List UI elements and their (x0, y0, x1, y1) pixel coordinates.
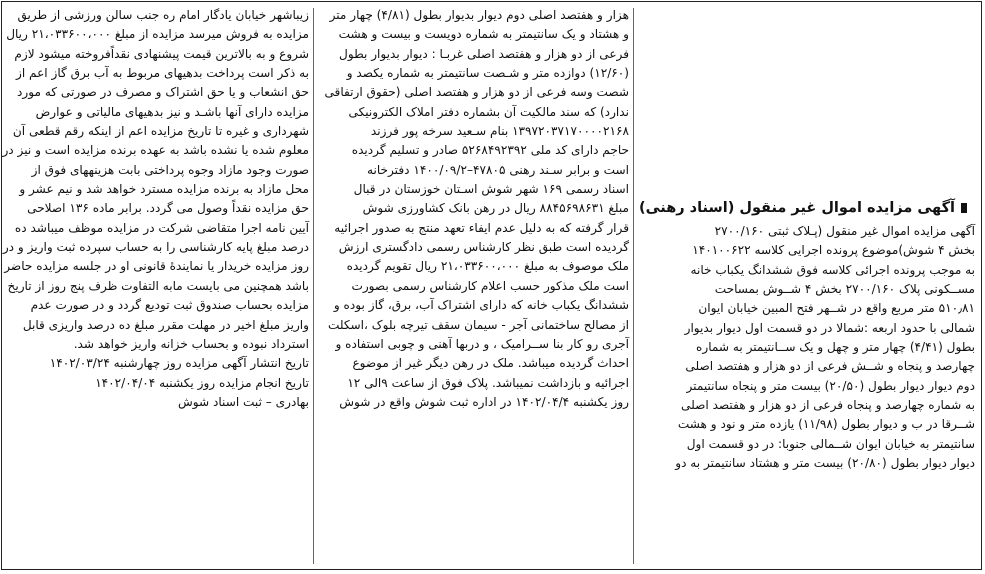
text-line: مزایده بحساب صندوق ثبت تودیع گردد و در صورت عدم (30, 298, 309, 313)
text-line: بخش ۴ شوش)موضوع پرونده اجرایی کلاسه ۱۴۰۱۰۰۶۲۲ (692, 243, 975, 258)
text-line: روز یکشنبه ۱۴۰۲/۰۴/۴ در اداره ثبت شوش واقع در شوش (339, 394, 629, 409)
text-line: حق انشعاب و یا حق اشتراک و مصرف در صورتی که مورد (17, 85, 309, 100)
text-line: شمالی با حدود اربعه :شمالا در دو قسمت اول دیوار بدیوار (684, 320, 975, 335)
text-line: هزار و هفتصد اصلی دوم دیوار بدیوار بطول (۴/۸۱) چهار متر (329, 8, 629, 22)
text-line: تاریخ انجام مزایده روز یکشنبه ۱۴۰۲/۰۴/۰۴ (95, 375, 309, 390)
middle-column (317, 6, 629, 566)
text-line: تاریخ انتشار آگهی مزایده روز چهارشنبه ۱۴۰۲/۰۳/۲۴ (49, 356, 309, 371)
text-line: آگهی مزایده اموال غیر منقول (پـلاک ثبتی ۲۷۰۰/۱۶۰ (714, 224, 975, 238)
text-line: ملک موصوف به مبلغ ۲۱،۰۳۳۶۰۰،۰۰۰ ریال تقویم گردیده (346, 259, 629, 274)
text-line: زیباشهر خیابان یادگار امام ره جنب سالن ورزشی از طریق (17, 8, 309, 22)
text-line: مســکونی پلاک ۲۷۰۰/۱۶۰ بخش ۴ شــوش بمساحت (714, 282, 975, 297)
text-line: استرداد نبوده و بحساب خزانه واریز خواهد شد. (73, 336, 309, 351)
title-bullet-icon (961, 203, 967, 213)
text-line: مزایده به فروش میرسد مزایده از مبلغ ۲۱،۰۳۳۶۰۰،۰۰۰ ریال (6, 27, 309, 42)
text-line: است و برابر سـند رهنی ۴۷۸۰۵–۱۴۰۰/۰۹/۲ دفترخانه (367, 162, 629, 177)
text-line: بطول (۴/۴۱) چهار متر و چهل و یک ســانتیمتر به شماره (696, 340, 975, 355)
text-line: اسناد رسمی ۱۶۹ شهر شوش اسـتان خوزستان در قبال (353, 182, 629, 197)
text-line: فرعی از دو هزار و هفتصد اصلی غربـا : دیوار بدیوار بطول (339, 46, 629, 61)
text-line: به موجب پرونده اجرائی کلاسه فوق ششدانگ یکباب خانه (690, 262, 975, 277)
text-line: ششدانگ یکباب خانه که دارای اشتراک آب، برق، گاز بوده و (333, 298, 629, 313)
notice-title-text: آگهی مزایده اموال غیر منقول (اسناد رهنی) (639, 200, 955, 216)
text-line: محل مازاد به برنده مزایده مسترد خواهد شد و نیم عشر و (19, 182, 309, 197)
text-line: ۱۳۹۷۲۰۳۷۱۷۰۰۰۰۲۱۶۸ بنام سـعید سرخه پور فرزند (370, 124, 629, 139)
text-line: شهرداری و غیره تا تاریخ مزایده اعم از اینکه رقم قطعی آن (12, 124, 309, 139)
text-line: شصت وسه فرعی از دو هزار و هفتصد اصلی (حقوق ارتفاقی (324, 85, 629, 100)
text-line: از مصالح ساختمانی آجر - سیمان سقف تیرچه بلوک ،اسکلت (327, 317, 629, 332)
text-line: دیوار دیوار بطول (۲۰/۸۰) بیست متر و هشتاد سانتیمتر به دو (675, 456, 975, 471)
text-line: اجرائیه و بازداشت نمیباشد. پلاک فوق از ساعت ۹الی ۱۲ (347, 375, 629, 390)
text-line: گردیده است طبق نظر کارشناس رسمی دادگستری ارزش (338, 240, 629, 255)
notice-title (635, 196, 975, 220)
column-divider (313, 8, 314, 564)
text-line: شروع و به بالاترین قیمت پیشنهادی نقداًفروخته میشود لازم (14, 46, 309, 61)
text-line: (۱۲/۶۰) دوازده متر و شـصت سانتیمتر به شماره یکصد و (346, 66, 629, 81)
left-column (2, 6, 309, 566)
text-line: دوم دیوار دیوار بطول (۲۰/۵۰) بیست متر و پنجاه سانتیمتر (686, 378, 975, 393)
text-line: صورت وجود مازاد وجوه پرداختی بابت هزینههای فوق از (31, 162, 309, 177)
text-line: واریز مبلغ اخیر در مهلت مقرر مبلغ ده درصد واریزی قابل (22, 317, 309, 332)
text-line: چهارصد و پنجاه و شــش فرعی از دو هزار و هفتصد اصلی (685, 359, 975, 374)
text-line: آیین نامه اجرا متقاضی شرکت در مزایده موظف میباشد ده (14, 220, 309, 235)
text-line: درصد مبلغ پایه کارشناسی را به حساب سپرده ثبت واریز و در (2, 240, 309, 255)
auction-notice (1, 1, 982, 570)
left-column-text (2, 6, 309, 412)
text-line: حاجم دارای کد ملی ۵۲۶۸۴۹۲۳۹۲ صادر و تسلیم گردیده (351, 143, 629, 158)
text-line: حق مزایده نقداً وصول می گردد. برابر ماده ۱۳۶ اصلاحی (27, 201, 309, 216)
text-line: معلوم شده یا نشده باشد به عهده برنده مزایده است و نیز در (2, 143, 309, 158)
text-line: ۵۱۰٫۸۱ متر مربع واقع در شــهر فتح المبین خیابان ایوان (698, 301, 975, 316)
middle-column-text (317, 6, 629, 412)
text-line: سانتیمتر به خیابان ایوان شــمالی جنوبا: در دو قسمت اول (686, 436, 975, 451)
text-line: باشد همچنین می بایست مابه التفاوت ظرف پنج روز از تاریخ (7, 278, 309, 293)
text-line: است ملک مذکور حسب اعلام کارشناس رسمی بصورت (351, 278, 629, 293)
text-line: مبلغ ۸۸۴۵۶۹۸۶۳۱ ریال در رهن بانک کشاورزی شوش (362, 201, 629, 216)
column-divider (633, 8, 634, 564)
right-column-text (635, 222, 975, 473)
text-line: و هشتاد و یک سانتیمتر به شماره دویست و بیست و هشت (338, 27, 629, 42)
text-line: آجری رو کار بنا ســرامیک ، و دربها آهنی و چوبی استفاده و (335, 336, 629, 351)
text-line: به شماره چهارصد و پنجاه فرعی از دو هزار و هفتصد اصلی (681, 398, 975, 413)
right-column (635, 6, 975, 566)
text-line: به ذکر است پرداخت بدهیهای مربوط به آب برق گاز اعم از (16, 66, 309, 81)
text-line: بهادری – ثبت اسناد شوش (178, 394, 309, 409)
text-line: شــرقا در ب و دیوار بطول (۱۱/۹۸) یازده متر و نود و هشت (677, 417, 975, 432)
text-line: مزایده دارای آنها باشـد و نیز بدهیهای مالیاتی و عوارض (35, 104, 309, 119)
text-line: روز مزایده خریدار یا نمایندهٔ قانونی او در جلسه مزایده حاضر (4, 259, 309, 274)
text-line: قرار گرفته که به دلیل عدم ایفاء تعهد منتج به صدور اجرائیه (334, 220, 629, 235)
text-line: ندارد) که سند مالکیت آن بشماره دفتر املاک الکترونیکی (348, 104, 629, 119)
text-line: احداث گردیده میباشد. ملک در رهن دیگر غیر از موضوع (352, 356, 629, 371)
